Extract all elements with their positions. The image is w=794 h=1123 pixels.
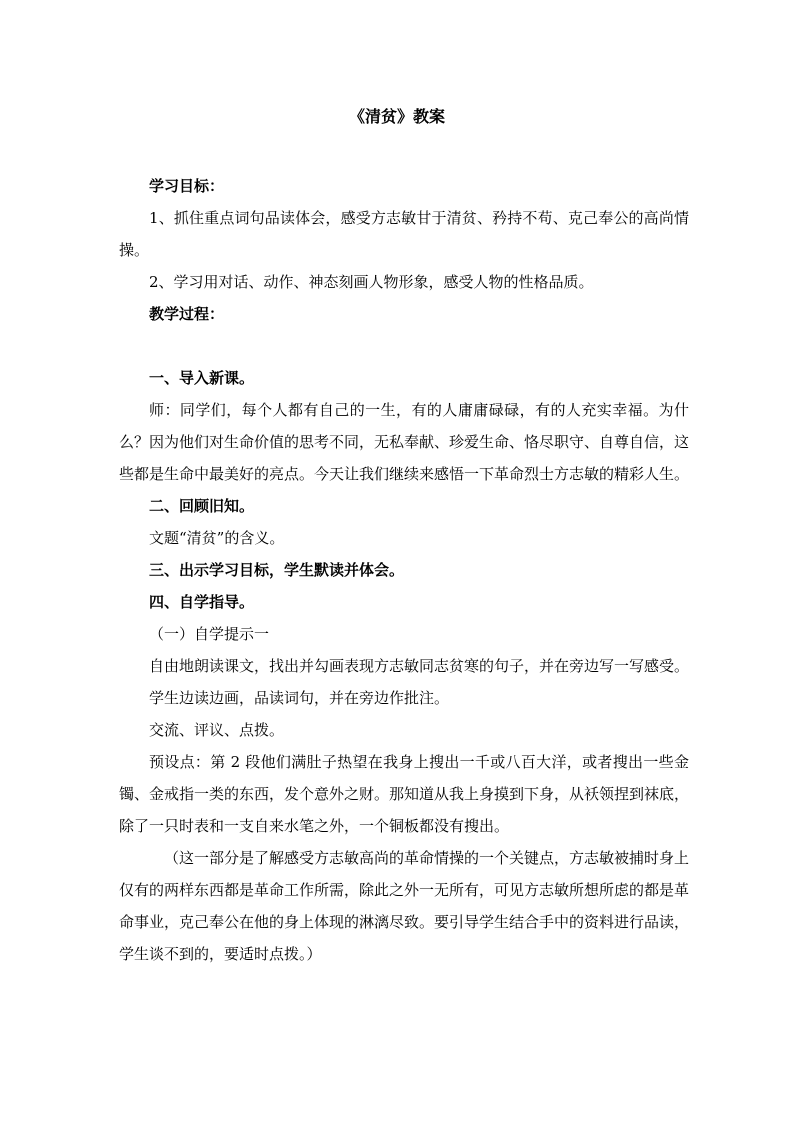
document-title: 《清贫》教案 bbox=[348, 107, 445, 126]
section-2-heading: 二、回顾旧知。 bbox=[149, 497, 255, 515]
section-1-text: 师：同学们，每个人都有自己的一生，有的人庸庸碌碌，有的人充实幸福。为什么？因为他们对生命价值的思考不同，无私奉献、珍爱生命、恪尽职守、自尊自信，这些都是生命中最美好的亮点。今天让我们继续来感悟一下革命烈士方志敏的精彩人生。 bbox=[119, 401, 690, 483]
objective-item-1: 1、抓住重点词句品读体会，感受方志敏甘于清贫、矜持不苟、克己奉公的高尚情操。 bbox=[119, 209, 689, 259]
objectives-heading: 学习目标： bbox=[149, 177, 225, 195]
process-heading: 教学过程： bbox=[149, 305, 225, 323]
section-1-heading: 一、导入新课。 bbox=[149, 369, 255, 387]
section-4-heading: 四、自学指导。 bbox=[149, 593, 255, 611]
blank-line bbox=[119, 330, 689, 362]
subsection-1-note: （这一部分是了解感受方志敏高尚的革命情操的一个关键点，方志敏被捕时身上仅有的两样东西都是革命工作所需，除此之外一无所有，可见方志敏所想所虑的都是革命事业，克己奉公在他的身上体现的淋漓尽致。要引导学生结合手中的资料进行品读，学生谈不到的，要适时点拨。） bbox=[119, 849, 690, 963]
subsection-1-step-1: 学生边读边画，品读词句，并在旁边作批注。 bbox=[149, 689, 450, 707]
subsection-1-step-2: 交流、评议、点拨。 bbox=[149, 721, 285, 739]
document-body bbox=[119, 170, 689, 970]
subsection-1-heading: （一）自学提示一 bbox=[149, 625, 270, 643]
section-2-text: 文题“清贫”的含义。 bbox=[149, 529, 285, 547]
section-3-heading: 三、出示学习目标，学生默读并体会。 bbox=[149, 561, 405, 579]
objective-item-2: 2、学习用对话、动作、神态刻画人物形象，感受人物的性格品质。 bbox=[149, 273, 594, 291]
subsection-1-text: 自由地朗读课文，找出并勾画表现方志敏同志贫寒的句子，并在旁边写一写感受。 bbox=[149, 657, 690, 675]
subsection-1-preset: 预设点：第 2 段他们满肚子热望在我身上搜出一千或八百大洋，或者搜出一些金镯、金戒指一类的东西，发个意外之财。那知道从我上身摸到下身，从袄领捏到袜底，除了一只时表和一支自来水笔之外，一个铜板都没有搜出。 bbox=[119, 753, 690, 835]
